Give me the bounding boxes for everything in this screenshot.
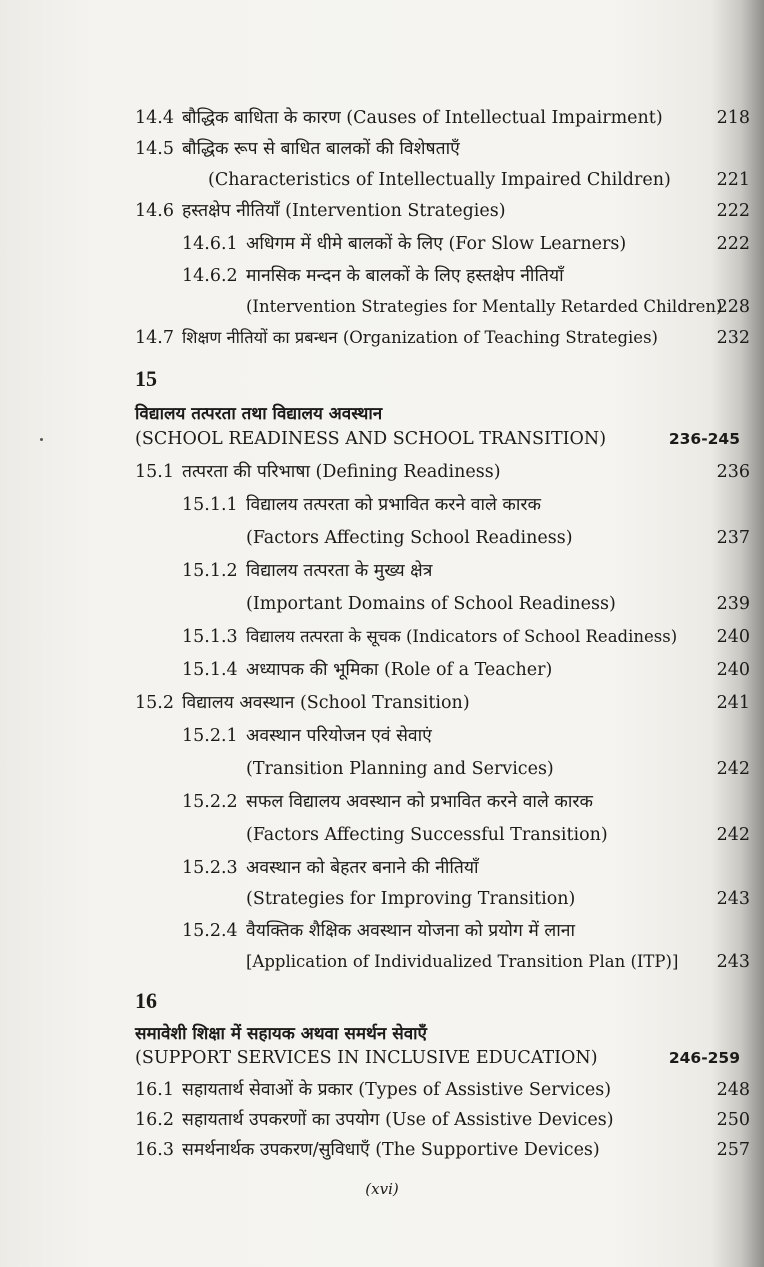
entry-page: 250 — [716, 1110, 750, 1130]
entry-page: 228 — [716, 297, 750, 317]
entry-title: तत्परता की परिभाषा (Defining Readiness) — [182, 462, 501, 482]
entry-title: (Characteristics of Intellectually Impaired Children) — [208, 170, 671, 190]
toc-entry-14-6 — [0, 196, 764, 226]
ink-speck — [40, 438, 43, 441]
chapter-16-title-hindi: समावेशी शिक्षा में सहायक अथवा समर्थन सेवाएँ — [135, 1024, 427, 1044]
entry-number: 14.6.1 — [182, 234, 238, 254]
entry-page: 240 — [716, 660, 750, 680]
entry-number: 15.1.1 — [182, 495, 238, 515]
chapter-16-title-english — [135, 1044, 752, 1072]
entry-title: सफल विद्यालय अवस्थान को प्रभावित करने वाले कारक — [246, 792, 593, 812]
entry-page: 222 — [716, 201, 750, 221]
toc-entry-14-6-2-cont — [0, 292, 764, 322]
entry-title: शिक्षण नीतियों का प्रबन्धन (Organization of Teaching Strategies) — [182, 328, 658, 347]
entry-page: 241 — [716, 693, 750, 713]
toc-entry-15-2-2 — [0, 787, 764, 817]
toc-entry-15-1-2 — [0, 556, 764, 586]
toc-entry-15-2 — [0, 688, 764, 718]
toc-entry-15-2-1-cont — [0, 754, 764, 784]
entry-number: 16.1 — [135, 1080, 174, 1100]
toc-entry-15-2-1 — [0, 721, 764, 751]
entry-page: 243 — [716, 952, 750, 972]
entry-page: 239 — [716, 594, 750, 614]
entry-title: (Transition Planning and Services) — [246, 759, 554, 779]
entry-number: 14.5 — [135, 139, 174, 159]
entry-number: 14.4 — [135, 108, 174, 128]
entry-title: विद्यालय तत्परता को प्रभावित करने वाले कारक — [246, 495, 542, 515]
chapter-15-title-hindi: विद्यालय तत्परता तथा विद्यालय अवस्थान — [135, 404, 383, 424]
toc-entry-15-2-4-cont — [0, 947, 764, 977]
entry-page: 236 — [716, 462, 750, 482]
entry-page: 248 — [716, 1080, 750, 1100]
toc-entry-15-1-2-cont — [0, 589, 764, 619]
page-number-footer: (xvi) — [365, 1180, 399, 1198]
entry-number: 15.2.3 — [182, 858, 238, 878]
entry-title: समर्थनार्थक उपकरण/सुविधाएँ (The Supportive Devices) — [182, 1140, 600, 1160]
entry-page: 237 — [716, 528, 750, 548]
toc-entry-14-6-2 — [0, 261, 764, 291]
entry-title: बौद्धिक बाधिता के कारण (Causes of Intellectual Impairment) — [182, 108, 663, 128]
toc-entry-16-2 — [0, 1105, 764, 1135]
toc-entry-15-1 — [0, 457, 764, 487]
toc-entry-14-6-1 — [0, 229, 764, 259]
entry-title: अवस्थान को बेहतर बनाने की नीतियाँ — [246, 858, 479, 878]
entry-number: 15.2 — [135, 693, 174, 713]
toc-entry-15-1-4 — [0, 655, 764, 685]
entry-title: (Important Domains of School Readiness) — [246, 594, 616, 614]
entry-page: 243 — [716, 889, 750, 909]
entry-page: 257 — [716, 1140, 750, 1160]
entry-title: वैयक्तिक शैक्षिक अवस्थान योजना को प्रयोग में लाना — [246, 921, 576, 941]
toc-entry-15-1-1 — [0, 490, 764, 520]
entry-number: 15.1.2 — [182, 561, 238, 581]
toc-entry-15-2-3-cont — [0, 884, 764, 914]
entry-title: अवस्थान परियोजन एवं सेवाएं — [246, 726, 432, 746]
entry-page: 242 — [716, 825, 750, 845]
entry-number: 15.1.4 — [182, 660, 238, 680]
entry-page: 240 — [716, 627, 750, 647]
entry-title: सहायतार्थ सेवाओं के प्रकार (Types of Assistive Services) — [182, 1080, 612, 1100]
entry-title: हस्तक्षेप नीतियाँ (Intervention Strategies) — [182, 201, 506, 221]
chapter-title: (SUPPORT SERVICES IN INCLUSIVE EDUCATION) — [135, 1048, 598, 1068]
entry-page: 218 — [716, 108, 750, 128]
entry-title: विद्यालय अवस्थान (School Transition) — [182, 693, 470, 713]
entry-title: (Strategies for Improving Transition) — [246, 889, 576, 909]
entry-title: (Factors Affecting School Readiness) — [246, 528, 573, 548]
entry-title: (Factors Affecting Successful Transition) — [246, 825, 608, 845]
entry-number: 15.2.2 — [182, 792, 238, 812]
toc-entry-14-7 — [0, 323, 764, 353]
toc-entry-14-5 — [0, 134, 764, 164]
toc-entry-16-3 — [0, 1135, 764, 1165]
entry-page: 242 — [716, 759, 750, 779]
entry-title: (Intervention Strategies for Mentally Retarded Children) — [246, 297, 723, 316]
entry-title: विद्यालय तत्परता के मुख्य क्षेत्र — [246, 561, 433, 581]
entry-number: 15.1 — [135, 462, 174, 482]
entry-title: सहायतार्थ उपकरणों का उपयोग (Use of Assistive Devices) — [182, 1110, 614, 1130]
toc-entry-14-5-cont — [0, 165, 764, 195]
entry-number: 14.7 — [135, 328, 174, 348]
entry-title: विद्यालय तत्परता के सूचक (Indicators of School Readiness) — [246, 627, 678, 646]
toc-entry-15-1-3 — [0, 622, 764, 652]
entry-page: 222 — [716, 234, 750, 254]
entry-title: [Application of Individualized Transition Plan (ITP)] — [246, 952, 679, 971]
entry-number: 16.3 — [135, 1140, 174, 1160]
toc-entry-16-1 — [0, 1075, 764, 1105]
toc-entry-15-2-2-cont — [0, 820, 764, 850]
chapter-15-title-english — [135, 425, 752, 453]
entry-number: 16.2 — [135, 1110, 174, 1130]
entry-number: 14.6 — [135, 201, 174, 221]
toc-entry-14-4 — [0, 103, 764, 133]
entry-number: 15.2.4 — [182, 921, 238, 941]
entry-number: 14.6.2 — [182, 266, 238, 286]
chapter-title: (SCHOOL READINESS AND SCHOOL TRANSITION) — [135, 429, 607, 449]
chapter-page-range: 236-245 — [668, 430, 740, 448]
entry-number: 15.2.1 — [182, 726, 238, 746]
toc-entry-15-1-1-cont — [0, 523, 764, 553]
entry-title: मानसिक मन्दन के बालकों के लिए हस्तक्षेप नीतियाँ — [246, 266, 564, 286]
toc-entry-15-2-4 — [0, 916, 764, 946]
entry-title: अध्यापक की भूमिका (Role of a Teacher) — [246, 660, 553, 680]
entry-title: बौद्धिक रूप से बाधित बालकों की विशेषताएँ — [182, 139, 460, 159]
entry-page: 232 — [716, 328, 750, 348]
entry-page: 221 — [716, 170, 750, 190]
chapter-page-range: 246-259 — [668, 1049, 740, 1067]
chapter-16-number: 16 — [135, 988, 157, 1013]
entry-number: 15.1.3 — [182, 627, 238, 647]
entry-title: अधिगम में धीमे बालकों के लिए (For Slow Learners) — [246, 234, 627, 254]
chapter-15-number: 15 — [135, 366, 157, 391]
toc-entry-15-2-3 — [0, 853, 764, 883]
